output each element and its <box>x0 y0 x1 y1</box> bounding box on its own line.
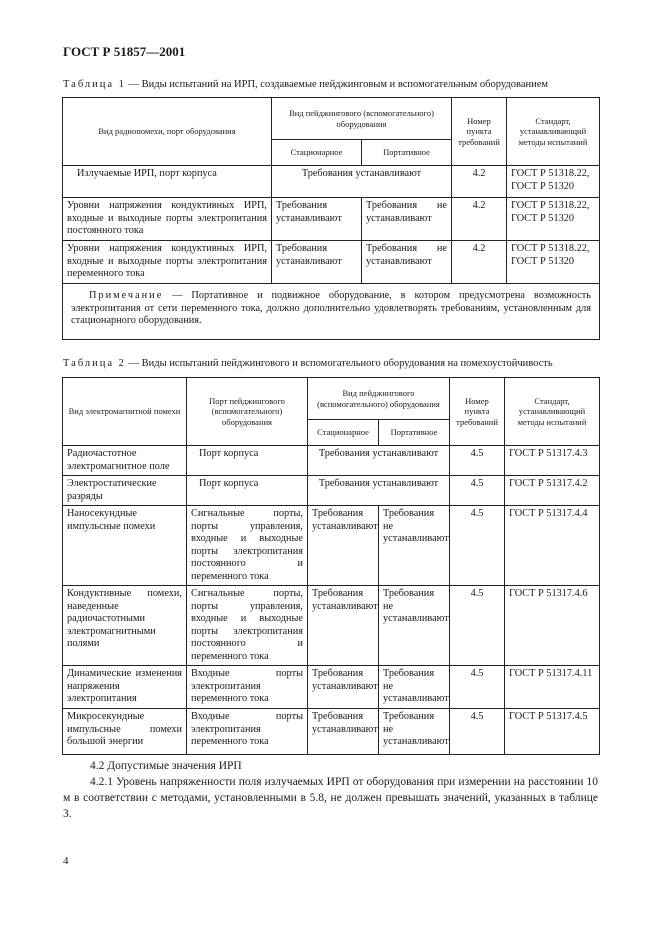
table2-caption-text: — Виды испытаний пейджингового и вспомогательного оборудования на помехоустойчивость <box>128 358 553 369</box>
table1-row2-portable: Требования не устанавливают <box>362 198 452 241</box>
table-row <box>63 666 600 709</box>
table2-header-col1: Вид электромагнитной помехи <box>63 378 187 446</box>
table1-row2-stationary: Требования устанавливают <box>272 198 362 241</box>
table2-row2-port: Порт корпуса <box>187 476 308 506</box>
table1-caption-label: Таблица 1 <box>63 79 126 90</box>
table1-caption-text: — Виды испытаний на ИРП, создаваемые пейджинговым и вспомогательным оборудованием <box>128 79 549 90</box>
table1-header-standard: Стандарт, устанавливающий методы испытаний <box>507 98 600 166</box>
table1-row3-standard: ГОСТ Р 51318.22, ГОСТ Р 51320 <box>507 241 600 284</box>
table2-header-item-number: Номер пункта требований <box>450 378 505 446</box>
table2-row3-port: Сигнальные порты, порты управления, входные и выходные порты электропитания постоянного и переменного тока <box>187 506 308 586</box>
table1-row1-standard: ГОСТ Р 51318.22, ГОСТ Р 51320 <box>507 166 600 198</box>
table2-row5-standard: ГОСТ Р 51317.4.11 <box>505 666 600 709</box>
table2-row6-portable: Требования не устанавливают <box>379 709 450 755</box>
table2-row2-requirement: Требования устанавливают <box>308 476 450 506</box>
table1-note-label: Примечание <box>89 290 164 301</box>
table2-row6-port: Входные порты электропитания переменного тока <box>187 709 308 755</box>
table2-row2-standard: ГОСТ Р 51317.4.2 <box>505 476 600 506</box>
section-heading: 4.2 Допустимые значения ИРП <box>90 760 242 772</box>
table1-note <box>63 284 600 340</box>
table2-header-equipment-type: Вид пейджингового (вспомогательного) оборудования <box>308 378 450 420</box>
table2-row3-standard: ГОСТ Р 51317.4.4 <box>505 506 600 586</box>
table2-row4-name: Кондуктивные помехи, наведенные радиочастотными электромагнитными полями <box>63 586 187 666</box>
table1-row2-standard: ГОСТ Р 51318.22, ГОСТ Р 51320 <box>507 198 600 241</box>
table1-header-col1: Вид радиопомехи, порт оборудования <box>63 98 272 166</box>
table2-caption <box>63 358 553 369</box>
table2-row1-standard: ГОСТ Р 51317.4.3 <box>505 446 600 476</box>
table2-caption-label: Таблица 2 <box>63 358 126 369</box>
table-row <box>63 446 600 476</box>
table2-row5-item: 4.5 <box>450 666 505 709</box>
table2-header-col2: Порт пейджингового (вспомогательного) оборудования <box>187 378 308 446</box>
table2-row1-name: Радиочастотное электромагнитное поле <box>63 446 187 476</box>
table1-note-text: — Портативное и подвижное оборудование, в котором предусмотрена возможность электропитания от сети переменного тока, должно дополнительно удовлетворять требованиям, установленным для стационарного оборудования. <box>71 290 591 326</box>
table2-row2-name: Электростатические разряды <box>63 476 187 506</box>
table1-header-portable: Портативное <box>362 140 452 166</box>
page-header: ГОСТ Р 51857—2001 <box>63 44 186 59</box>
table1-row1-requirement: Требования устанавливают <box>272 166 452 198</box>
table2-row6-item: 4.5 <box>450 709 505 755</box>
table1-row3-portable: Требования не устанавливают <box>362 241 452 284</box>
table-row <box>63 476 600 506</box>
table2-row6-standard: ГОСТ Р 51317.4.5 <box>505 709 600 755</box>
table2-header-stationary: Стационарное <box>308 420 379 446</box>
table2-header-portable: Портативное <box>379 420 450 446</box>
table2-row4-stationary: Требования устанавливают <box>308 586 379 666</box>
table-row <box>63 586 600 666</box>
section-paragraph: 4.2.1 Уровень напряженности поля излучаемых ИРП от оборудования при измерении на расстоянии 10 м в соответствии с методами, установленными в 5.8, не должен превышать значений, указанных в таблице 3. <box>63 776 598 820</box>
table2-row3-name: Наносекундные импульсные помехи <box>63 506 187 586</box>
table1-row3-item: 4.2 <box>452 241 507 284</box>
table1-header-equipment-type: Вид пейджингового (вспомогательного) оборудования <box>272 98 452 140</box>
table2-row4-standard: ГОСТ Р 51317.4.6 <box>505 586 600 666</box>
table1-row1-name: Излучаемые ИРП, порт корпуса <box>63 166 272 198</box>
table-row <box>63 241 600 284</box>
table2-row4-item: 4.5 <box>450 586 505 666</box>
table1-row2-item: 4.2 <box>452 198 507 241</box>
table2-row3-item: 4.5 <box>450 506 505 586</box>
table2-row5-stationary: Требования устанавливают <box>308 666 379 709</box>
table2-row2-item: 4.5 <box>450 476 505 506</box>
table2-row4-portable: Требования не устанавливают <box>379 586 450 666</box>
table-row <box>63 198 600 241</box>
table-row <box>63 166 600 198</box>
table2 <box>62 377 600 755</box>
table1-row2-name: Уровни напряжения кондуктивных ИРП, входные и выходные порты электропитания постоянного тока <box>63 198 272 241</box>
table2-row3-portable: Требования не устанавливают <box>379 506 450 586</box>
table-row <box>63 709 600 755</box>
table2-row1-item: 4.5 <box>450 446 505 476</box>
table1-caption <box>63 79 548 90</box>
table2-row5-name: Динамические изменения напряжения электропитания <box>63 666 187 709</box>
table1-row3-stationary: Требования устанавливают <box>272 241 362 284</box>
table2-row3-stationary: Требования устанавливают <box>308 506 379 586</box>
table2-header-standard: Стандарт, устанавливающий методы испытаний <box>505 378 600 446</box>
table1-header-item-number: Номер пункта требований <box>452 98 507 166</box>
table2-row6-name: Микросекундные импульсные помехи большой энергии <box>63 709 187 755</box>
table1-header-stationary: Стационарное <box>272 140 362 166</box>
table1 <box>62 97 600 340</box>
table2-row1-port: Порт корпуса <box>187 446 308 476</box>
table-row <box>63 506 600 586</box>
table2-row1-requirement: Требования устанавливают <box>308 446 450 476</box>
table2-row5-portable: Требования не устанавливают <box>379 666 450 709</box>
page-number: 4 <box>63 855 69 867</box>
table2-row4-port: Сигнальные порты, порты управления, входные и выходные порты электропитания постоянного и переменного тока <box>187 586 308 666</box>
table1-row1-item: 4.2 <box>452 166 507 198</box>
table2-row5-port: Входные порты электропитания переменного тока <box>187 666 308 709</box>
table2-row6-stationary: Требования устанавливают <box>308 709 379 755</box>
table1-row3-name: Уровни напряжения кондуктивных ИРП, входные и выходные порты электропитания переменного тока <box>63 241 272 284</box>
